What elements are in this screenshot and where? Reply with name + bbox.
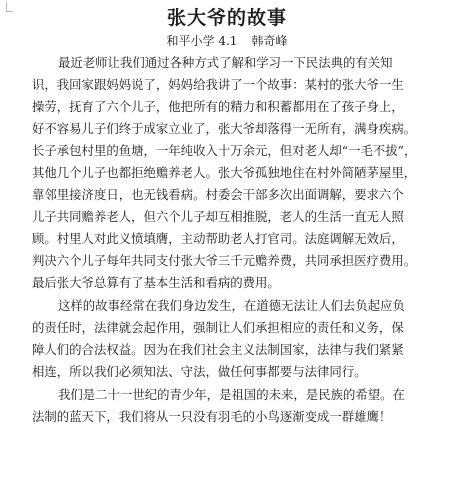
paragraph-line: 识，我回家跟妈妈说了，妈妈给我讲了一个故事：某村的张大爷一生: [32, 77, 404, 92]
paragraph-line: 长子承包村里的鱼塘，一年纯收入十万余元，但对老人却“一毛不拔”，: [32, 143, 417, 158]
paragraph-line: 操劳，抚育了六个儿子，他把所有的精力和积蓄都用在了孩子身上，: [32, 99, 404, 114]
essay-body: [32, 52, 434, 428]
byline-author: 韩奇峰: [251, 34, 288, 48]
paragraph-line: 的责任时，法律就会起作用，强制让人们承担相应的责任和义务，保: [32, 320, 404, 335]
paragraph-line: 判决六个儿子每年共同支付张大爷三千元赡养费，共同承担医疗费用。: [32, 253, 417, 268]
paragraph-line: 相连，所以我们必须知法、守法，做任何事都要与法律同行。: [32, 364, 367, 379]
paragraph-line: 法制的蓝天下，我们将从一只没有羽毛的小鸟逐渐变成一群雄鹰！: [32, 409, 392, 424]
byline: [0, 33, 454, 49]
paragraph-2: [32, 295, 434, 383]
paragraph-line: 最后张大爷总算有了基本生活和看病的费用。: [32, 275, 280, 290]
paragraph-line: 顾。村里人对此义愤填膺，主动帮助老人打官司。法庭调解无效后，: [32, 231, 404, 246]
paragraph-line: 这样的故事经常在我们身边发生，在道德无法让人们去负起应负: [58, 298, 405, 313]
essay-title: 张大爷的故事: [166, 7, 287, 29]
byline-class: 和平小学 4.1: [166, 34, 238, 48]
paragraph-line: 其他几个儿子也都拒绝赡养老人。张大爷孤独地住在村外简陋茅屋里，: [32, 165, 417, 180]
paragraph-line: 靠邻里接济度日，也无钱看病。村委会干部多次出面调解，要求六个: [32, 187, 404, 202]
paragraph-1: [32, 52, 434, 294]
paragraph-line: 最近老师让我们通过各种方式了解和学习一下民法典的有关知: [58, 55, 393, 70]
paragraph-line: 好不容易儿子们终于成家立业了，张大爷却落得一无所有，满身疾病。: [32, 121, 417, 136]
paragraph-3: [32, 384, 434, 428]
paragraph-line: 我们是二十一世纪的青少年，是祖国的未来，是民族的希望。在: [58, 387, 405, 402]
paragraph-line: 儿子共同赡养老人，但六个儿子却互相推脱，老人的生活一直无人照: [32, 209, 404, 224]
paragraph-line: 障人们的合法权益。因为在我们社会主义法制国家，法律与我们紧紧: [32, 342, 404, 357]
